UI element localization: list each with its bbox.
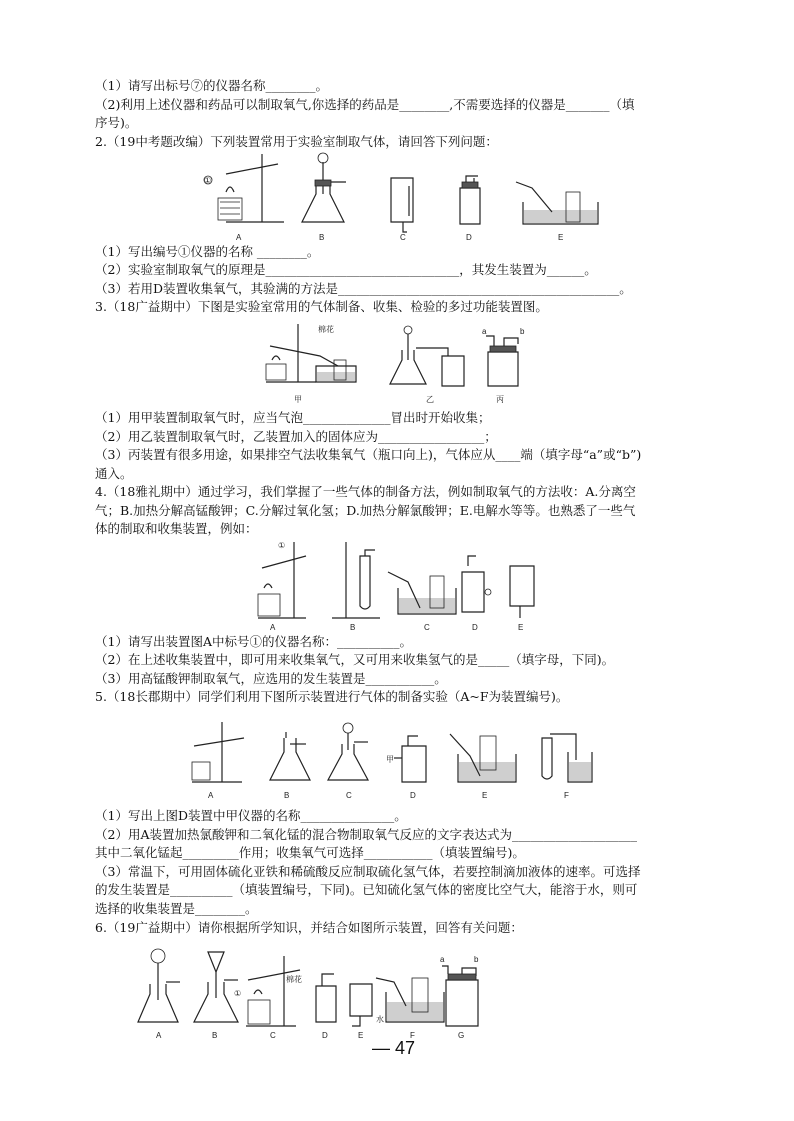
label-a: A bbox=[236, 233, 242, 242]
apparatus-e-bottle-down bbox=[510, 566, 534, 618]
label-b: B bbox=[350, 623, 356, 632]
apparatus-b-flask bbox=[302, 153, 346, 222]
figure-q6-apparatus bbox=[136, 938, 496, 1042]
label-d: D bbox=[466, 233, 472, 242]
label-e: E bbox=[358, 1031, 364, 1040]
text-line: （1）写出上图D装置中甲仪器的名称_______________。 bbox=[95, 808, 407, 823]
label-c: C bbox=[270, 1031, 276, 1040]
text-line: （2）用A装置加热氯酸钾和二氧化锰的混合物制取氧气反应的文字表达式为____________________ bbox=[95, 827, 637, 842]
apparatus-b-flask-separatory bbox=[194, 952, 238, 1022]
apparatus-jia bbox=[266, 324, 356, 382]
apparatus-e-bottle-down bbox=[350, 984, 372, 1026]
text-line: （1）请写出标号⑦的仪器名称________。 bbox=[95, 78, 328, 93]
label-a: A bbox=[208, 791, 214, 800]
apparatus-b-test-tube bbox=[332, 542, 380, 618]
text-line: （2）实验室制取氧气的原理是_______________________________，其发生装置为______。 bbox=[95, 262, 597, 277]
annotation-a: a bbox=[440, 955, 445, 964]
text-line: （2）用乙装置制取氧气时，乙装置加入的固体应为_________________； bbox=[95, 429, 497, 444]
apparatus-e-water-trough bbox=[450, 734, 516, 782]
annotation-a: a bbox=[482, 327, 487, 336]
apparatus-c-water-trough bbox=[388, 572, 456, 614]
annotation-b: b bbox=[520, 327, 525, 336]
question-heading: 2.（19中考题改编）下列装置常用于实验室制取气体，请回答下列问题： bbox=[95, 134, 498, 149]
text-line: （2)利用上述仪器和药品可以制取氧气,你选择的药品是________,不需要选择的仪器是_______（填 bbox=[95, 97, 635, 112]
apparatus-a-flask-funnel bbox=[138, 949, 180, 1022]
label-bing: 丙 bbox=[496, 395, 504, 404]
text-line: （1）写出编号①仪器的名称 ________。 bbox=[95, 244, 320, 259]
apparatus-d-bottle bbox=[394, 736, 426, 782]
apparatus-d-bottle bbox=[462, 556, 491, 612]
apparatus-a-heating bbox=[204, 154, 284, 222]
label-g: G bbox=[458, 1031, 465, 1040]
text-line: （1）请写出装置图A中标号①的仪器名称：__________。 bbox=[95, 634, 412, 649]
figure-q4-apparatus bbox=[248, 538, 548, 634]
figure-q3-apparatus bbox=[258, 320, 548, 406]
apparatus-d-bottle-up bbox=[460, 176, 480, 224]
question-heading: 4.（18雅礼期中）通过学习，我们掌握了一些气体的制备方法，例如制取氧气的方法收：A.分离空 bbox=[95, 484, 636, 499]
question-heading: 3.（18广益期中）下图是实验室常用的气体制备、收集、检验的多过功能装置图。 bbox=[95, 299, 548, 314]
apparatus-a-heating bbox=[258, 542, 306, 618]
marker-1: ① bbox=[278, 541, 286, 550]
label-e: E bbox=[558, 233, 564, 242]
apparatus-d-bottle-up bbox=[316, 974, 336, 1022]
label-yi: 乙 bbox=[426, 395, 434, 404]
marker-1: ① bbox=[204, 176, 212, 185]
text-line: 体的制取和收集装置，例如： bbox=[95, 521, 258, 536]
text-line: 的发生装置是__________（填装置编号，下同)。已知硫化氢气体的密度比空气大，能溶于水，则可 bbox=[95, 882, 638, 897]
figure-q2-apparatus bbox=[198, 152, 603, 242]
label-b: B bbox=[284, 791, 290, 800]
apparatus-c-heating bbox=[246, 956, 300, 1026]
text-line: 通入。 bbox=[95, 466, 133, 481]
question-heading: 6.（19广益期中）请你根据所学知识，并结合如图所示装置，回答有关问题： bbox=[95, 920, 523, 935]
figure-q5-apparatus bbox=[180, 718, 600, 802]
label-b: B bbox=[212, 1031, 218, 1040]
label-a: A bbox=[270, 623, 276, 632]
text-line: （3）若用D装置收集氧气，其验满的方法是_____________________________________________。 bbox=[95, 281, 632, 296]
label-b: B bbox=[319, 233, 325, 242]
annotation-cotton: 棉花 bbox=[318, 325, 334, 334]
annotation-b: b bbox=[474, 955, 479, 964]
annotation-cotton: 棉花 bbox=[286, 975, 302, 984]
label-d: D bbox=[472, 623, 478, 632]
text-line: 其中二氧化锰起_________作用；收集氧气可选择___________（填装置编号)。 bbox=[95, 845, 525, 860]
label-c: C bbox=[346, 791, 352, 800]
question-heading: 5.（18长郡期中）同学们利用下图所示装置进行气体的制备实验（A~F为装置编号)。 bbox=[95, 689, 569, 704]
apparatus-bing bbox=[486, 336, 518, 386]
label-e: E bbox=[518, 623, 524, 632]
marker-1: ① bbox=[234, 989, 242, 998]
label-a: A bbox=[156, 1031, 162, 1040]
text-line: （2）在上述收集装置中，即可用来收集氧气，又可用来收集氢气的是_____（填字母，下同)。 bbox=[95, 652, 615, 667]
apparatus-b-flask bbox=[270, 732, 310, 780]
apparatus-f-water-trough bbox=[376, 978, 444, 1022]
text-line: 气；B.加热分解高锰酸钾；C.分解过氧化氢；D.加热分解氯酸钾；E.电解水等等。也熟悉了一些气 bbox=[95, 503, 636, 518]
page-number: — 47 bbox=[372, 1038, 416, 1058]
text-line: 序号)。 bbox=[95, 115, 138, 130]
apparatus-g-gas-bottle bbox=[442, 966, 478, 1026]
label-d: D bbox=[410, 791, 416, 800]
text-line: （3）丙装置有很多用途，如果排空气法收集氧气（瓶口向上)，气体应从____端（填字母“a”或“b”) bbox=[95, 447, 642, 462]
text-line: （3）常温下，可用固体硫化亚铁和稀硫酸反应制取硫化氢气体，若要控制滴加液体的速率。可选择 bbox=[95, 864, 641, 879]
label-f: F bbox=[410, 1031, 415, 1040]
annotation-water: 水 bbox=[376, 1015, 384, 1024]
apparatus-yi bbox=[390, 326, 464, 386]
apparatus-e-water-trough bbox=[516, 182, 598, 224]
label-d: D bbox=[322, 1031, 328, 1040]
apparatus-c-flask-funnel bbox=[328, 723, 368, 780]
label-c: C bbox=[400, 233, 406, 242]
marker-jia: 甲 bbox=[386, 755, 394, 764]
label-jia: 甲 bbox=[294, 395, 302, 404]
text-line: （3）用高锰酸钾制取氧气，应选用的发生装置是___________。 bbox=[95, 671, 447, 686]
label-e: E bbox=[482, 791, 488, 800]
apparatus-f-tube-beaker bbox=[542, 734, 592, 782]
label-c: C bbox=[424, 623, 430, 632]
apparatus-c-bottle-down bbox=[391, 178, 413, 232]
text-line: （1）用甲装置制取氧气时，应当气泡______________冒出时开始收集； bbox=[95, 410, 491, 425]
apparatus-a-heating bbox=[192, 722, 244, 782]
label-f: F bbox=[564, 791, 569, 800]
text-line: 选择的收集装置是________。 bbox=[95, 901, 258, 916]
